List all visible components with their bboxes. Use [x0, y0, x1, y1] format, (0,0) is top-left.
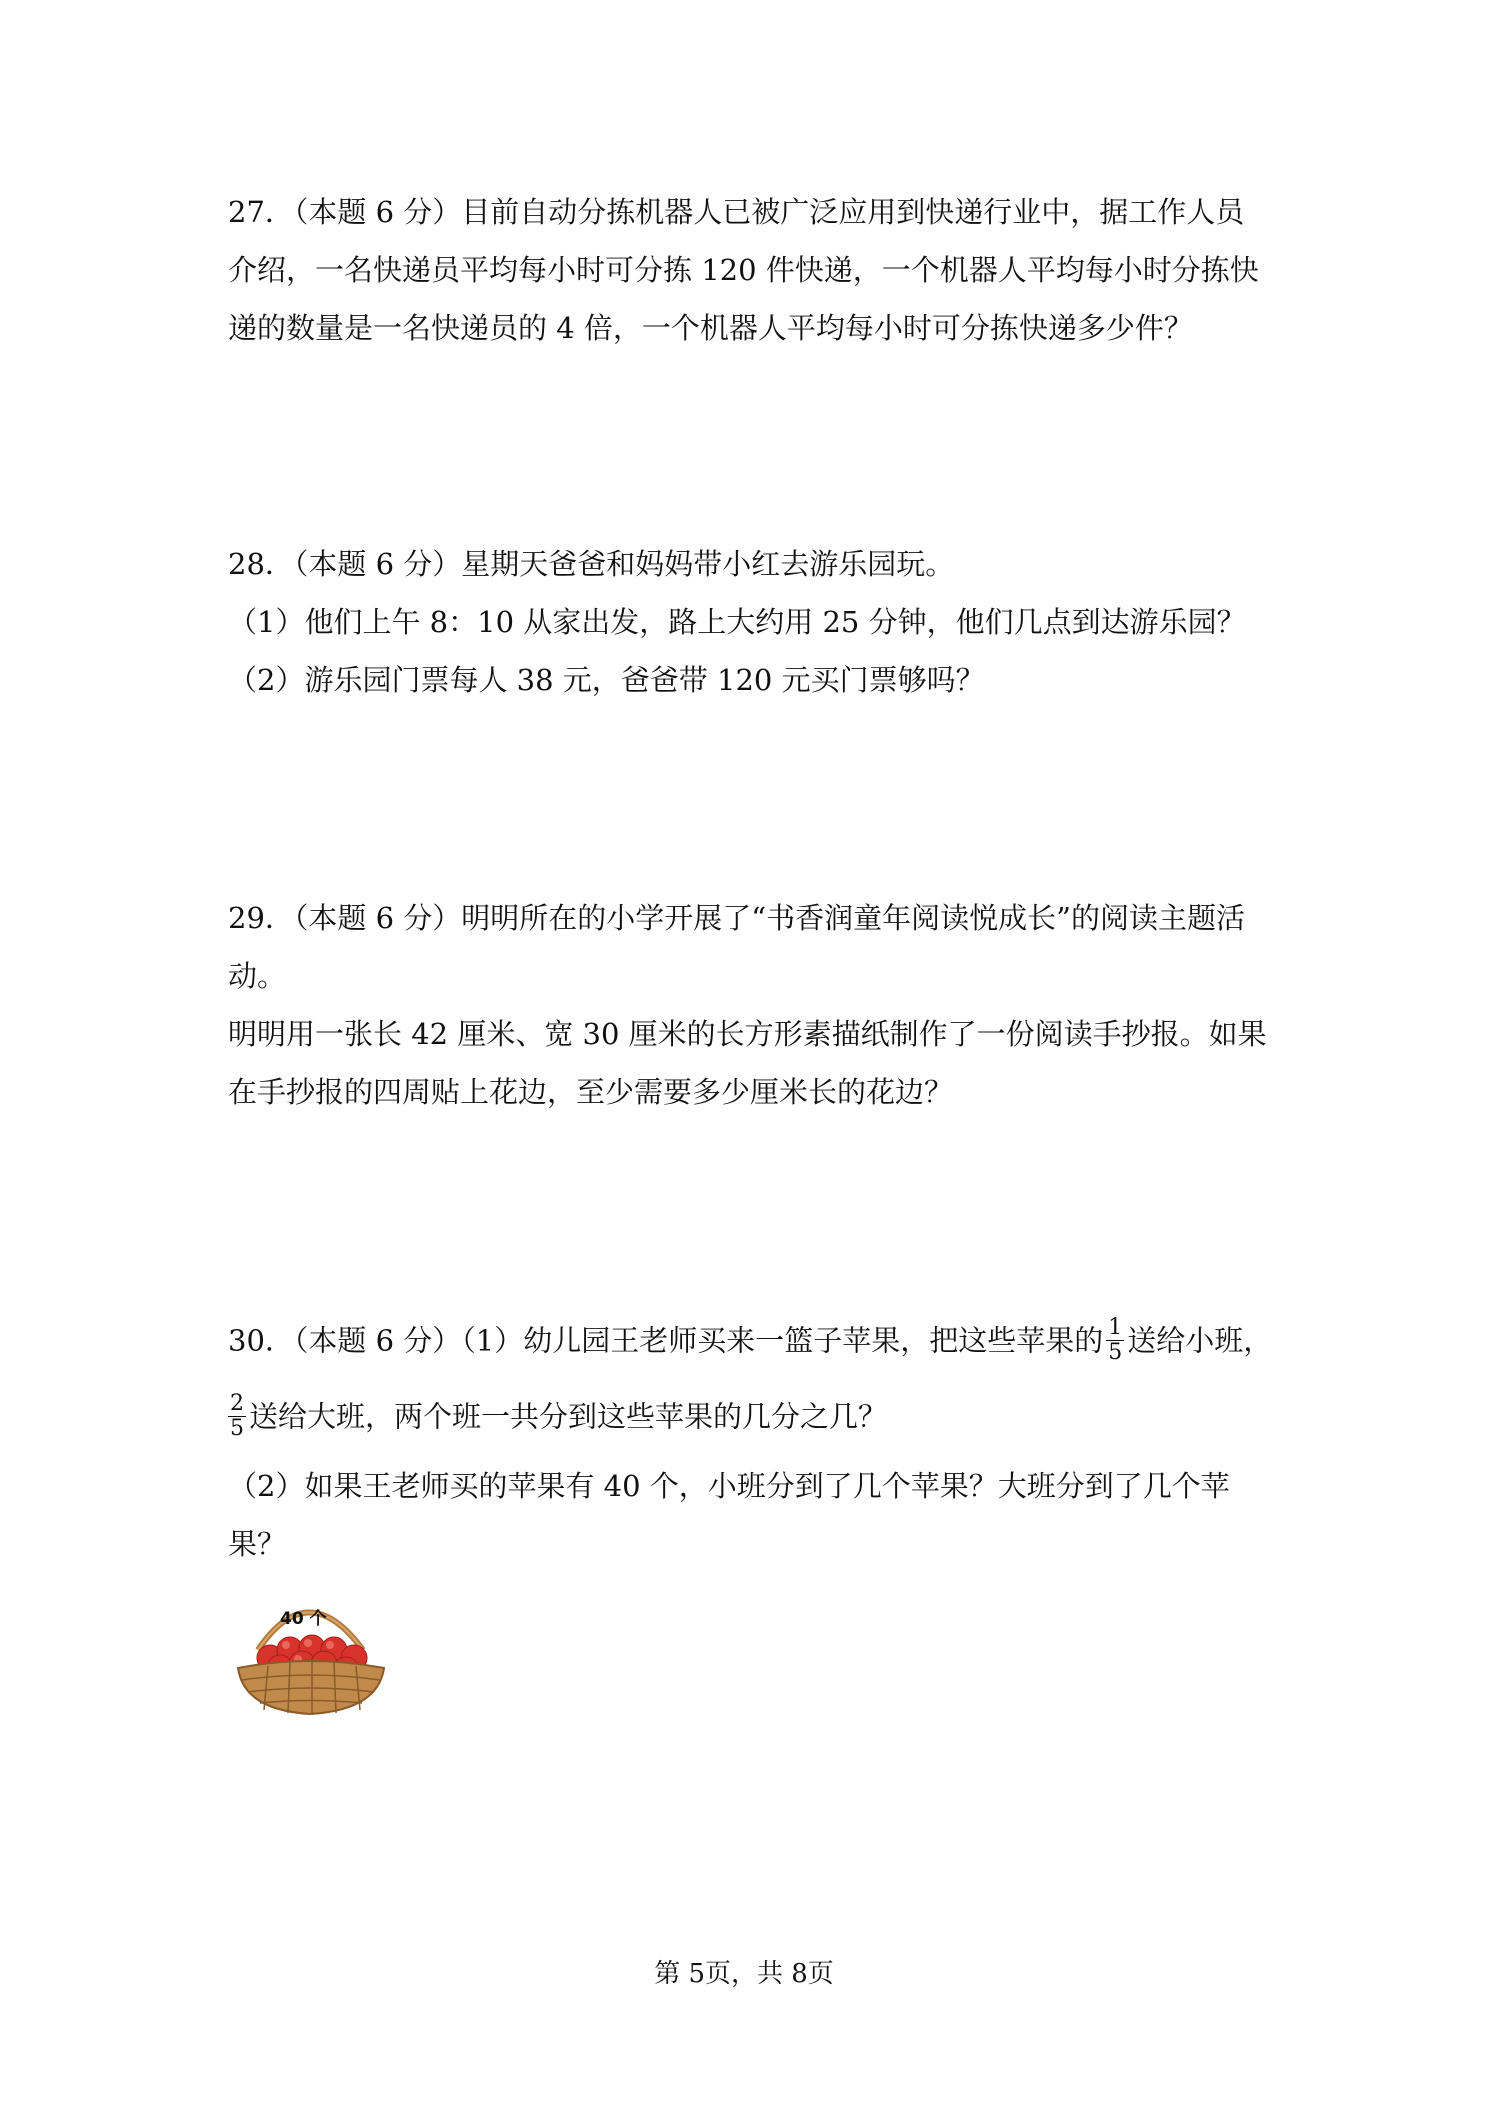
q30-line-1 — [228, 1315, 1278, 1367]
fraction-two-fifths — [228, 1392, 246, 1441]
fraction-numerator: 1 — [1108, 1315, 1123, 1340]
q29-line-4: 在手抄报的四周贴上花边，至少需要多少厘米长的花边？ — [228, 1075, 954, 1109]
q27-line-2: 介绍，一名快递员平均每小时可分拣 120 件快递，一个机器人平均每小时分拣快 — [228, 253, 1259, 287]
q30-line-1-text: 30．（本题 6 分）（1）幼儿园王老师买来一篮子苹果，把这些苹果的 — [228, 1323, 1104, 1358]
fraction-one-fifth — [1106, 1316, 1124, 1365]
fraction-denominator: 5 — [230, 1416, 244, 1441]
q30-line-2-text: 送给大班，两个班一共分到这些苹果的几分之几？ — [249, 1399, 888, 1434]
q29-line-3: 明明用一张长 42 厘米、宽 30 厘米的长方形素描纸制作了一份阅读手抄报。如果 — [228, 1017, 1267, 1051]
fraction-denominator: 5 — [1108, 1340, 1123, 1365]
q28-line-2: （1）他们上午 8：10 从家出发，路上大约用 25 分钟，他们几点到达游乐园？ — [228, 605, 1246, 639]
q28-line-1: 28．（本题 6 分）星期天爸爸和妈妈带小红去游乐园玩。 — [228, 547, 955, 581]
apple-basket-image — [228, 1590, 393, 1720]
page-footer: 第 5页，共 8页 — [654, 1959, 834, 1989]
q29-line-2: 动。 — [228, 959, 287, 993]
q29-line-1: 29．（本题 6 分）明明所在的小学开展了“书香润童年阅读悦成长”的阅读主题活 — [228, 901, 1245, 935]
apple-basket-icon — [228, 1590, 393, 1720]
q28-line-3: （2）游乐园门票每人 38 元，爸爸带 120 元买门票够吗？ — [228, 663, 985, 697]
q30-line-2 — [228, 1391, 1278, 1443]
q30-line-4: 果？ — [228, 1527, 287, 1561]
q27-line-3: 递的数量是一名快递员的 4 倍，一个机器人平均每小时可分拣快递多少件？ — [228, 311, 1193, 345]
q30-line-1-tail: 送给小班， — [1127, 1323, 1273, 1358]
fraction-numerator: 2 — [230, 1391, 244, 1416]
q27-line-1: 27．（本题 6 分）目前自动分拣机器人已被广泛应用到快递行业中，据工作人员 — [228, 195, 1245, 229]
q30-line-3: （2）如果王老师买的苹果有 40 个，小班分到了几个苹果？大班分到了几个苹 — [228, 1469, 1230, 1503]
basket-label: 40 个 — [280, 1609, 327, 1629]
